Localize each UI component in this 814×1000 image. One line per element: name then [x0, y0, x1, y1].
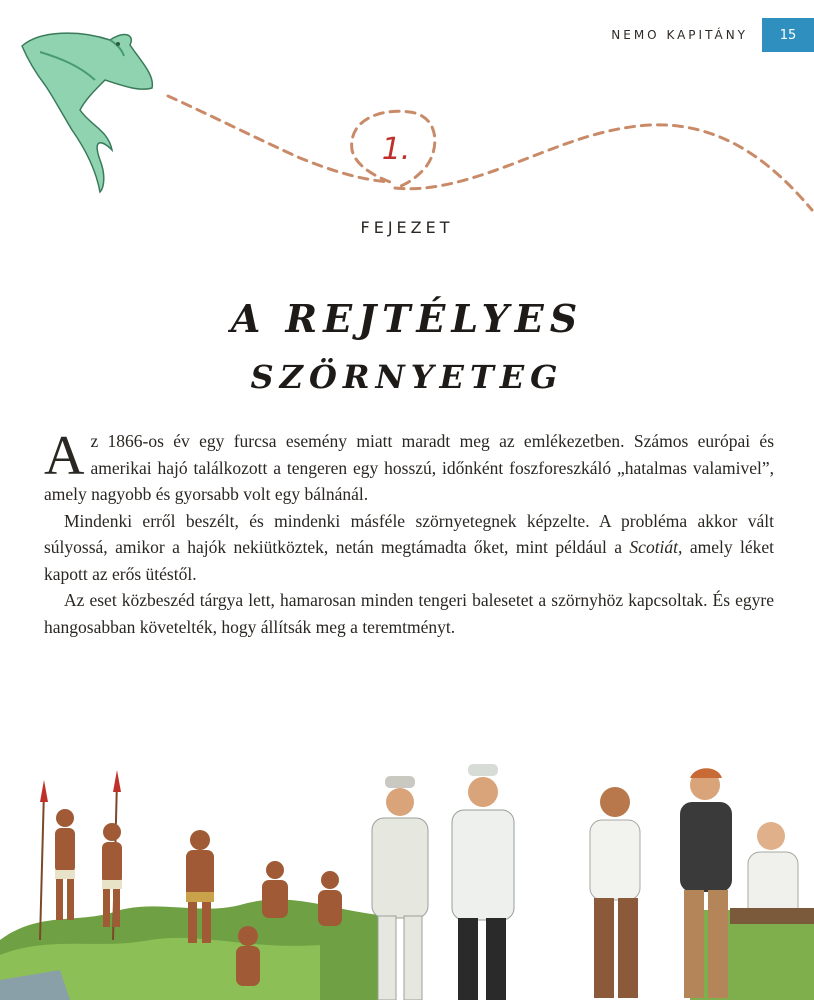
chapter-title-line1: A REJTÉLYES [230, 296, 584, 341]
chapter-number: 1. [381, 132, 411, 167]
sea-creature-illustration [22, 33, 152, 192]
body-text [44, 425, 774, 640]
paragraph-2 [44, 508, 774, 588]
paragraph-2-text-a: Mindenki erről beszélt, és mindenki másféle szörnyetegnek képzelte. A probléma akkor vált súlyossá, amikor a hajók nekiütköztek, netán megtámadta őket, mint például a [44, 510, 774, 557]
running-header-title: NEMO KAPITÁNY [611, 28, 748, 42]
page-number-badge: 15 [762, 18, 814, 52]
crowd-illustration [0, 740, 814, 1000]
officer-figures [372, 764, 514, 1000]
chapter-label: FEJEZET [360, 218, 454, 237]
paragraph-3 [44, 587, 774, 640]
dashed-path-decoration [168, 96, 812, 210]
chapter-title-line2: SZÖRNYETEG [250, 358, 564, 396]
paragraph-2-text-b: amely léket kapott az erős ütéstől. [44, 537, 774, 584]
paragraph-1 [44, 425, 774, 508]
dropcap: A [44, 425, 85, 487]
paragraph-3-text: Az eset közbeszéd tárgya lett, hamarosan minden tengeri balesetet a szörnyhöz kapcsoltak. És egyre hangosabban követelték, hogy állítsák meg a teremtményt. [44, 590, 774, 637]
paragraph-1-text: z 1866-os év egy furcsa esemény miatt maradt meg az emlékezetben. Számos európai és amerikai hajó találkozott a tengeren egy hosszú, időnként foszforeszkáló „hatalmas valamivel”, amely nagyobb és gyorsabb volt egy bálnánál. [44, 431, 774, 504]
paragraph-2-italic: Scotiát, [629, 537, 683, 557]
